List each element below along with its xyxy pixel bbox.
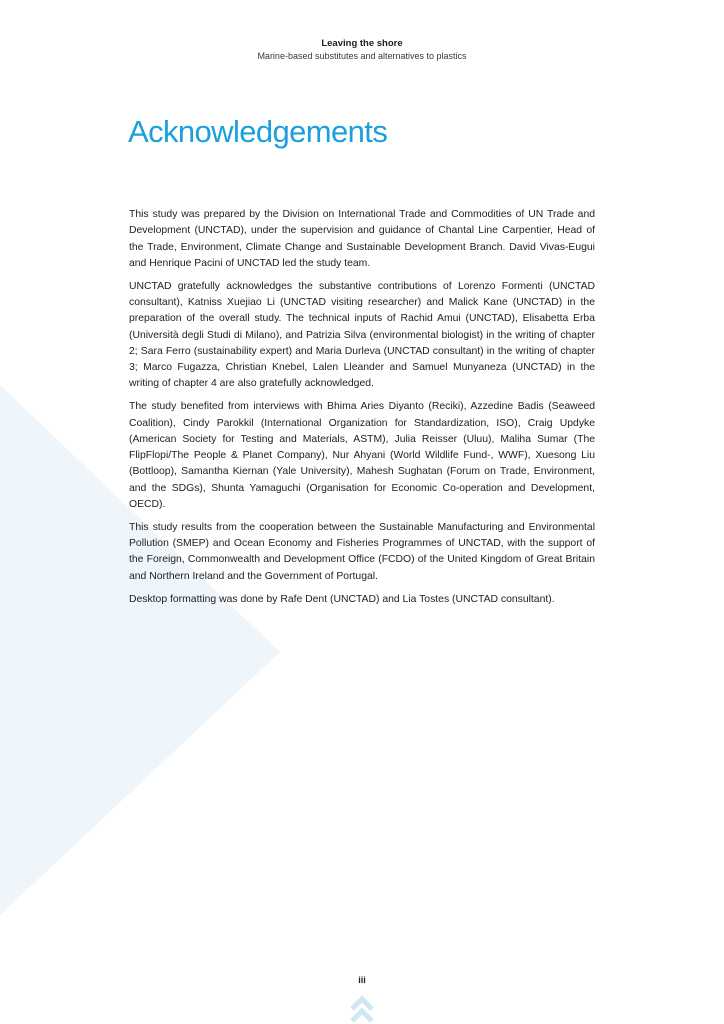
page-number: iii: [358, 975, 366, 985]
chevron-up-icon[interactable]: [346, 994, 378, 1024]
paragraph: Desktop formatting was done by Rafe Dent (UNCTAD) and Lia Tostes (UNCTAD consultant).: [129, 593, 555, 605]
report-title: Leaving the shore: [321, 38, 403, 49]
acknowledgements-body: [129, 207, 595, 614]
paragraph: The study benefited from interviews with Bhima Aries Diyanto (Reciki), Azzedine Badis (Seaweed Coalition), Cindy Parokkil (International Organization for Standardization, ISO), Craig Updyke (American Society for Testing and Materials, ASTM), Julia Reisser (Uluu), Maliha Sumar (The FlipFlopi/The People & Planet Company), Nur Ahyani (World Wildlife Fund-, WWF), Xuesong Liu (Bottloop), Samantha Kiernan (Yale University), Mahesh Sughatan (Forum on Trade, Environment, and the SDGs), Shunta Yamaguchi (Organisation for Economic Co-operation and Development, OECD).: [129, 401, 595, 511]
running-header: [0, 38, 724, 62]
report-subtitle: Marine-based substitutes and alternatives to plastics: [257, 51, 467, 61]
paragraph: This study was prepared by the Division on International Trade and Commodities of UN Trade and Development (UNCTAD), under the supervision and guidance of Chantal Line Carpentier, Head of the Trade, Environment, Climate Change and Sustainable Development Branch. David Vivas-Eugui and Henrique Pacini of UNCTAD led the study team.: [129, 209, 595, 269]
paragraph: UNCTAD gratefully acknowledges the substantive contributions of Lorenzo Formenti (UNCTAD consultant), Katniss Xuejiao Li (UNCTAD visiting researcher) and Malick Kane (UNCTAD) in the preparation of the overall study. The technical inputs of Rachid Amui (UNCTAD), Elisabetta Erba (Università degli Studi di Milano), and Patrizia Silva (environmental biologist) in the writing of chapter 2; Sara Ferro (sustainability expert) and Maria Durleva (UNCTAD consultant) in the writing of chapter 3; Marco Fugazza, Christian Knebel, Lalen Lleander and Samuel Munyaneza (UNCTAD) in the writing of chapter 4 are also gratefully acknowledged.: [129, 280, 595, 390]
paragraph: This study results from the cooperation between the Sustainable Manufacturing and Environmental Pollution (SMEP) and Ocean Economy and Fisheries Programmes of UNCTAD, with the support of the Foreign, Commonwealth and Development Office (FCDO) of the United Kingdom of Great Britain and Northern Ireland and the Government of Portugal.: [129, 521, 595, 582]
page-title: Acknowledgements: [128, 114, 388, 149]
